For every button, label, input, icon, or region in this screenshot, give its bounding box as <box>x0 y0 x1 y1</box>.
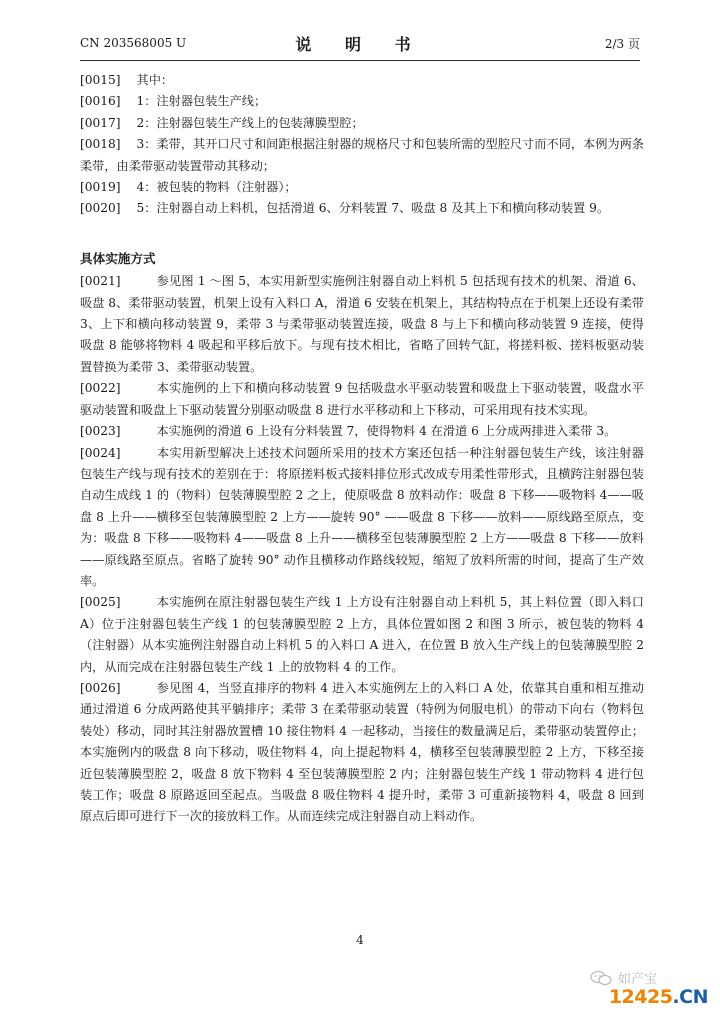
wechat-icon <box>590 970 612 986</box>
paragraph-number: [0015] <box>80 73 121 87</box>
paragraph-number: [0017] <box>80 115 121 130</box>
wechat-watermark-text: 如产宝 <box>618 972 658 987</box>
paragraph <box>80 421 644 442</box>
paragraph <box>80 443 644 593</box>
paragraph-text: 其中： <box>136 73 174 87</box>
paragraph <box>80 271 644 378</box>
paragraph-number: [0020] <box>80 201 121 216</box>
paragraph <box>80 592 644 678</box>
paragraph <box>80 134 644 177</box>
paragraph <box>80 378 644 421</box>
paragraph-text: 3：柔带，其开口尺寸和间距根据注射器的规格尺寸和包装所需的型腔尺寸而不同，本例为两条柔带，由柔带驱动装置带动其移动； <box>80 137 644 173</box>
paragraph <box>80 70 644 91</box>
section-heading: 具体实施方式 <box>80 250 156 266</box>
page-header <box>80 30 640 56</box>
paragraph-number: [0025] <box>80 595 121 610</box>
paragraph-number: [0016] <box>80 94 121 109</box>
paragraph-text: 本实施例的上下和横向移动装置 9 包括吸盘水平驱动装置和吸盘上下驱动装置，吸盘水平驱动装置和吸盘上下驱动装置分别驱动吸盘 8 进行水平移动和上下移动，可采用现有技术实现。 <box>80 381 644 417</box>
paragraph-number: [0026] <box>80 680 121 695</box>
paragraph-number: [0024] <box>80 445 121 460</box>
paragraph <box>80 113 644 134</box>
paragraph-text: 参见图 1 ～图 5，本实用新型实施例注射器自动上料机 5 包括现有技术的机架、滑道 6、吸盘 8、柔带驱动装置，机架上设有入料口 A，滑道 6 安装在机架上，其结构特点在于机架上还设有柔带 3、上下和横向移动装置 9，柔带 3 与柔带驱动装置连接，吸盘 8 与上下和横向移动装置 9 连接，使得吸盘 8 能够将物料 4 吸起和平移后放下。与现有技术相比，省略了回转气缸，将搓料板、搓料板驱动装置替换为柔带 3、柔带驱动装置。 <box>80 274 644 374</box>
paragraph <box>80 91 644 112</box>
paragraph-number: [0022] <box>80 381 121 396</box>
paragraph-text: 1：注射器包装生产线； <box>136 94 267 109</box>
header-rule <box>80 60 640 61</box>
page-number: 4 <box>356 933 364 947</box>
site-logo-domain: .CN <box>672 986 708 1008</box>
paragraph-number: [0019] <box>80 180 121 195</box>
document-title: 说 明 书 <box>295 34 425 54</box>
document-body <box>80 70 644 828</box>
paragraph-text: 4：被包装的物料（注射器）； <box>136 180 297 195</box>
paragraph-text: 本实施例的滑道 6 上设有分料装置 7，使得物料 4 在滑道 6 上分成两排进入柔带 3。 <box>156 424 617 439</box>
paragraph-text: 5：注射器自动上料机，包括滑道 6、分料装置 7、吸盘 8 及其上下和横向移动装置 9。 <box>136 201 610 216</box>
site-logo <box>609 986 708 1008</box>
paragraph-text: 本实施例在原注射器包装生产线 1 上方设有注射器自动上料机 5，其上料位置（即入料口 A）位于注射器包装生产线 1 的包装薄膜型腔 2 上方，具体位置如图 2 和图 3 所示，被包装的物料 4 （注射器）从本实施例注射器自动上料机 5 的入料口 A 进入，在位置 B 放入生产线上的包装薄膜型腔 2 内，从而完成在注射器包装生产线 1 上的放物料 4 的工作。 <box>80 595 644 674</box>
paragraph <box>80 177 644 198</box>
paragraph-text: 参见图 4，当竖直排序的物料 4 进入本实施例左上的入料口 A 处，依靠其自重和相互推动通过滑道 6 分成两路使其平躺排序；柔带 3 在柔带驱动装置（特例为伺服电机）的带动下向右（物料包装处）移动，同时其注射器放置槽 10 接住物料 4 一起移动，当接住的数量满足后，柔带驱动装置停止；本实施例内的吸盘 8 向下移动，吸住物料 4，向上提起物料 4，横移至包装薄膜型腔 2 上方，下移至接近包装薄膜型腔 2，吸盘 8 放下物料 4 至包装薄膜型腔 2 内；注射器包装生产线 1 带动物料 4 进行包装工作；吸盘 8 原路返回至起点。当吸盘 8 吸住物料 4 提升时，柔带 3 可重新接物料 4，吸盘 8 回到原点后即可进行下一次的接放料工作。从而连续完成注射器自动上料动作。 <box>80 680 644 824</box>
paragraph <box>80 198 644 219</box>
site-logo-digits: 12425 <box>608 986 673 1008</box>
paragraph-text: 2：注射器包装生产线上的包装薄膜型腔； <box>136 115 364 130</box>
paragraph <box>80 678 644 828</box>
paragraph-text: 本实用新型解决上述技术问题所采用的技术方案还包括一种注射器包装生产线，该注射器包装生产线与现有技术的差别在于：将原搓料板式接料排位形式改成专用柔性带形式，且横跨注射器包装自动生成线 1 的（物料）包装薄膜型腔 2 之上，使原吸盘 8 放料动作：吸盘 8 下移——吸物料 4——吸盘 8 上升——横移至包装薄膜型腔 2 上方——旋转 90° ——吸盘 8 下移——放料——原线路至原点，变为：吸盘 8 下移——吸物料 4——吸盘 8 上升——横移至包装薄膜型腔 2 上方——吸盘 8 下移——放料——原线路至原点。省略了旋转 90° 动作且横移动作路线较短，缩短了放料所需的时间，提高了生产效率。 <box>80 445 644 588</box>
paragraph-number: [0021] <box>80 274 121 289</box>
paragraph-number: [0018] <box>80 137 121 152</box>
document-id: CN 203568005 U <box>80 36 187 50</box>
wechat-watermark <box>590 968 657 987</box>
page-reference: 2/3 页 <box>604 36 640 51</box>
paragraph-number: [0023] <box>80 424 121 439</box>
